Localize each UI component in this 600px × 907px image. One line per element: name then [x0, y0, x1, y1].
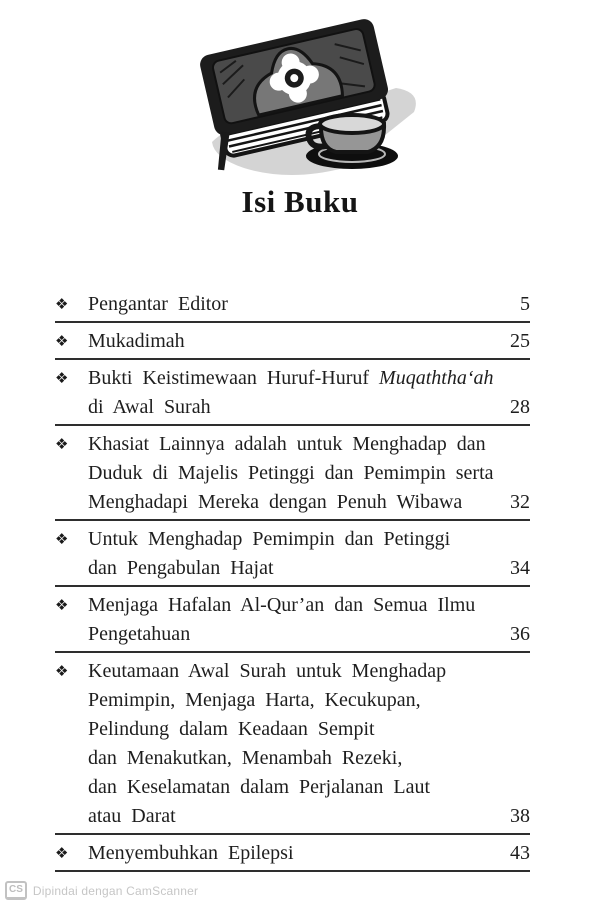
toc-entry-line: [88, 715, 530, 744]
toc-entry-text: [88, 776, 430, 798]
toc-entry-text: [88, 718, 375, 740]
camscanner-badge-icon: CS: [5, 881, 27, 900]
toc-entry-text: [88, 488, 462, 517]
toc-entry-text: [88, 747, 402, 769]
toc-entry-text: [88, 367, 493, 389]
page-number: 36: [510, 623, 530, 645]
toc-entry: [88, 364, 530, 422]
diamond-bullet-icon: ❖: [55, 332, 69, 350]
page-number: 25: [510, 330, 530, 352]
toc-entry-line: [88, 839, 530, 868]
toc-entry-line: [88, 744, 530, 773]
toc-entry-text: [88, 393, 211, 422]
page-number: 32: [510, 491, 530, 513]
toc-text-italic-segment: Muqaththaʻah: [379, 367, 494, 389]
toc-entry-line: [88, 802, 530, 831]
toc-entry: [88, 591, 530, 649]
toc-text-segment: Menghadapi Mereka dengan Penuh Wibawa: [88, 491, 463, 513]
toc-entry: [88, 525, 530, 583]
toc-entry-line: [88, 488, 530, 517]
toc-entry-text: [88, 327, 185, 356]
illustration-container: [10, 10, 600, 178]
toc-entry-line: [88, 686, 530, 715]
camscanner-watermark: [5, 881, 198, 900]
toc-entry-text: [88, 462, 494, 484]
toc-entry-line: [88, 393, 530, 422]
toc-text-segment: dan Pengabulan Hajat: [88, 557, 274, 579]
page-number: 38: [510, 805, 530, 827]
diamond-bullet-icon: ❖: [55, 435, 69, 453]
toc-text-segment: dan Keselamatan dalam Perjalanan Laut: [88, 776, 431, 798]
toc-item: [55, 835, 530, 872]
toc-item: [55, 323, 530, 360]
toc-entry-line: [88, 525, 530, 554]
toc-entry-line: [88, 459, 530, 488]
toc-text-segment: Pemimpin, Menjaga Harta, Kecukupan,: [88, 689, 421, 711]
watermark-text: Dipindai dengan CamScanner: [32, 883, 199, 898]
book-illustration: [184, 10, 436, 178]
toc-text-segment: dan Menakutkan, Menambah Rezeki,: [88, 747, 403, 769]
toc-text-segment: Duduk di Majelis Petinggi dan Pemimpin serta: [88, 462, 494, 484]
toc-entry-text: [88, 660, 446, 682]
toc-entry-text: [88, 620, 190, 649]
toc-text-segment: Pengantar Editor: [88, 293, 228, 315]
toc-list: [55, 286, 530, 872]
diamond-bullet-icon: ❖: [55, 530, 69, 548]
toc-entry-line: [88, 554, 530, 583]
toc-text-segment: Pelindung dalam Keadaan Sempit: [88, 718, 375, 740]
toc-text-segment: Menyembuhkan Epilepsi: [88, 842, 294, 864]
diamond-bullet-icon: ❖: [55, 662, 69, 680]
toc-entry-text: [88, 433, 486, 455]
toc-item: [55, 653, 530, 835]
toc-entry-text: [88, 290, 228, 319]
toc-entry-text: [88, 802, 176, 831]
toc-item: [55, 286, 530, 323]
toc-entry-line: [88, 364, 530, 393]
toc-entry: [88, 839, 530, 868]
toc-entry-line: [88, 327, 530, 356]
toc-text-segment: atau Darat: [88, 805, 176, 827]
diamond-bullet-icon: ❖: [55, 295, 69, 313]
page-number: 34: [510, 557, 530, 579]
toc-text-segment: Untuk Menghadap Pemimpin dan Petinggi: [88, 528, 451, 550]
toc-entry-line: [88, 290, 530, 319]
diamond-bullet-icon: ❖: [55, 369, 69, 387]
toc-entry-line: [88, 657, 530, 686]
page-title: Isi Buku: [241, 184, 359, 219]
page-number: 28: [510, 396, 530, 418]
toc-entry-text: [88, 689, 421, 711]
toc-entry-text: [88, 594, 475, 616]
toc-text-segment: di Awal Surah: [88, 396, 211, 418]
toc-entry-text: [88, 839, 294, 868]
toc-entry-line: [88, 620, 530, 649]
toc-text-segment: Keutamaan Awal Surah untuk Menghadap: [88, 660, 447, 682]
page-number: 5: [520, 293, 530, 315]
page-number: 43: [510, 842, 530, 864]
toc-entry: [88, 327, 530, 356]
toc-entry-text: [88, 528, 450, 550]
toc-entry: [88, 657, 530, 831]
diamond-bullet-icon: ❖: [55, 844, 69, 862]
toc-entry: [88, 290, 530, 319]
toc-text-segment: Khasiat Lainnya adalah untuk Menghadap dan: [88, 433, 486, 455]
toc-entry-line: [88, 430, 530, 459]
toc-text-segment: Menjaga Hafalan Al-Qur’an dan Semua Ilmu: [88, 594, 476, 616]
toc-text-segment: Bukti Keistimewaan Huruf-Huruf: [88, 367, 380, 389]
toc-item: [55, 521, 530, 587]
toc-text-segment: Pengetahuan: [88, 623, 191, 645]
diamond-bullet-icon: ❖: [55, 596, 69, 614]
toc-entry-line: [88, 773, 530, 802]
toc-item: [55, 426, 530, 521]
toc-entry-line: [88, 591, 530, 620]
toc-text-segment: Mukadimah: [88, 330, 185, 352]
toc-entry: [88, 430, 530, 517]
toc-item: [55, 360, 530, 426]
toc-item: [55, 587, 530, 653]
toc-entry-text: [88, 554, 274, 583]
